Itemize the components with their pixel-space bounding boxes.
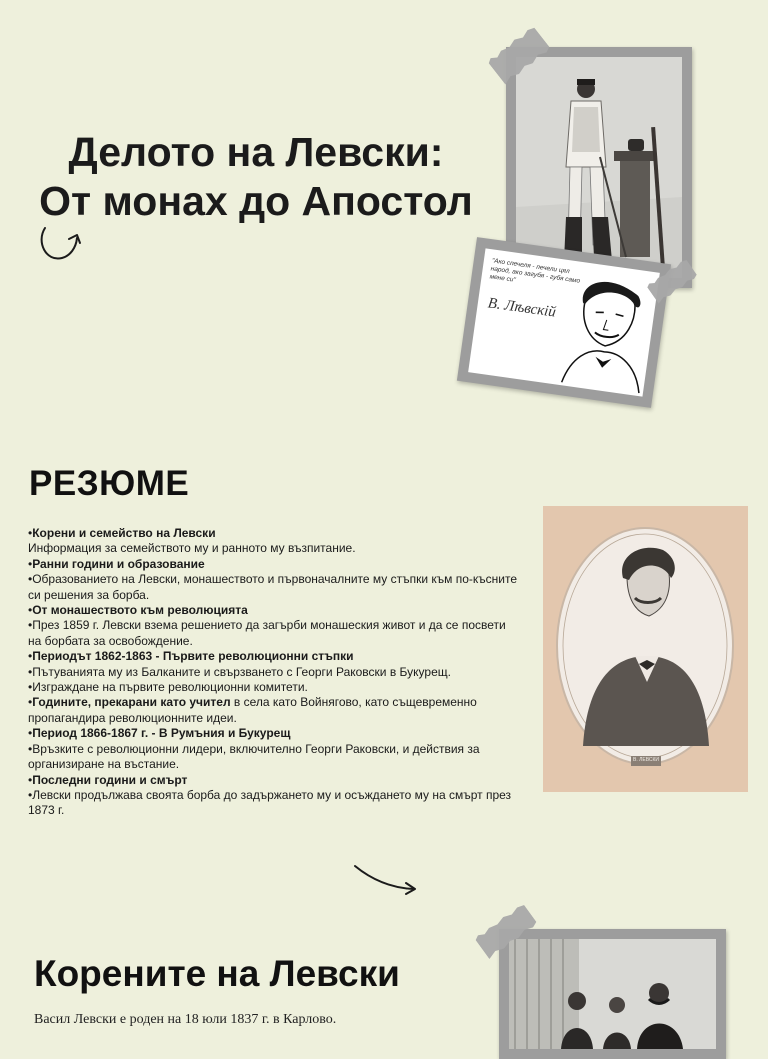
list-item: •Корени и семейство на Левски (28, 526, 216, 540)
engraved-portrait-photo (543, 506, 748, 792)
title-line-1: Делото на Левски: (68, 129, 444, 175)
signature: В. Лѣвскiй (486, 295, 557, 321)
page-title (20, 128, 492, 226)
list-item: •Изграждане на първите революционни комитети. (28, 680, 308, 695)
summary-list (28, 526, 518, 819)
quote-text: "Ако спечеля - печели цял народ, ако загубя - губя само мене си" (489, 257, 581, 285)
portrait-caption: В. ЛЕВСКИ (632, 757, 659, 763)
list-item: •От монашеството към революцията (28, 603, 248, 618)
roots-heading: Корените на Левски (34, 953, 400, 994)
curved-arrow-icon (36, 224, 86, 264)
list-item: •Годините, прекарани като учител в села като Войнягово, като същевременно пропагандира революционните идеи. (28, 695, 477, 725)
list-item: •Връзките с революционни лидери, включително Георги Раковски, и действия за организиране на въстание. (28, 741, 480, 772)
long-arrow-icon (352, 862, 422, 898)
list-item: •Период 1866-1867 г. - В Румъния и Букурещ (28, 726, 291, 741)
list-item: •Периодът 1862-1863 - Първите революционни стъпки (28, 649, 354, 664)
list-item: •Левски продължава своята борба до задържането му и осъждането му на смърт през 1873 г. (28, 787, 512, 818)
roots-paragraph: Васил Левски е роден на 18 юли 1837 г. в Карлово. (34, 1012, 337, 1027)
list-item: •През 1859 г. Левски взема решението да загърби монашеския живот и да се посвети на борбата за освобождение. (28, 618, 506, 648)
title-line-2: От монах до Апостол (39, 178, 473, 224)
family-group-photo (499, 929, 726, 1059)
sketch-portrait-icon (553, 270, 658, 396)
list-item: •Ранни години и образование (28, 556, 205, 571)
list-item: •Последни години и смърт (28, 772, 188, 787)
list-item: Информация за семейството му и ранното му възпитание. (28, 541, 356, 556)
quote-card (457, 237, 671, 408)
list-item: •Образованието на Левски, монашеството и първоначалните му стъпки към по-късните си решения за борба. (28, 572, 518, 602)
list-item: •Пътуванията му из Балканите и свързването с Георги Раковски в Букурещ. (28, 664, 451, 679)
summary-heading: РЕЗЮМЕ (29, 464, 190, 503)
